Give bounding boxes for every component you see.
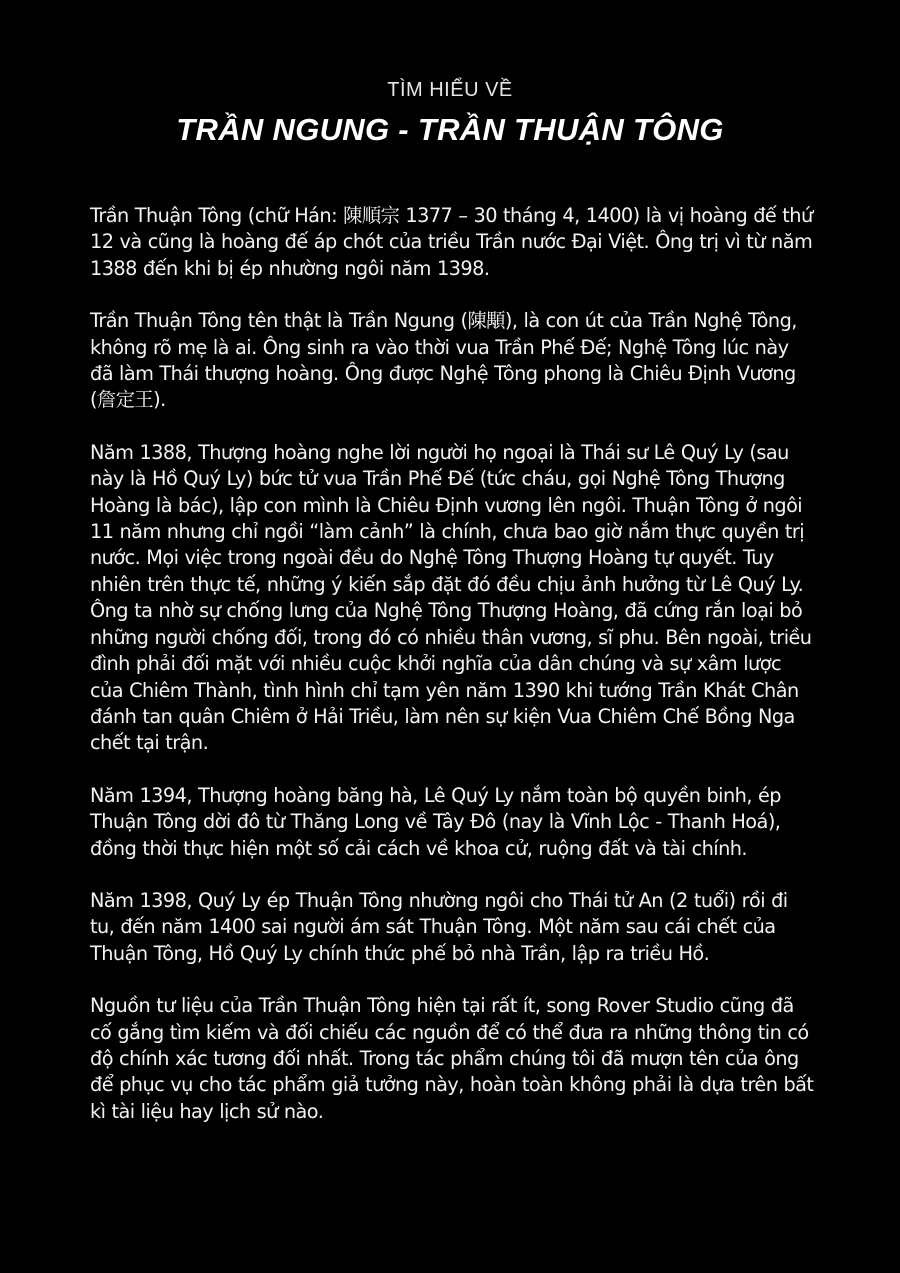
paragraph-intro: Trần Thuận Tông (chữ Hán: 陳順宗 1377 – 30 tháng 4, 1400) là vị hoàng đế thứ 12 và cũng là hoàng đế áp chót của triều Trần nước Đại Việt. Ông trị vì từ năm 1388 đến khi bị ép nhường ngôi năm 1398. (90, 204, 813, 280)
header (0, 78, 900, 150)
paragraph-1398: Năm 1398, Quý Ly ép Thuận Tông nhường ngôi cho Thái tử An (2 tuổi) rồi đi tu, đến năm 1400 sai người ám sát Thuận Tông. Một năm sau cái chết của Thuận Tông, Hồ Quý Ly chính thức phế bỏ nhà Trần, lập ra triều Hồ. (90, 888, 788, 965)
paragraph-sources: Nguồn tư liệu của Trần Thuận Tông hiện tại rất ít, song Rover Studio cũng đã cố gắng tìm kiếm và đối chiếu các nguồn để có thể đưa ra những thông tin có độ chính xác tương đối nhất. Trong tác phẩm chúng tôi đã mượn tên của ông để phục vụ cho tác phẩm giả tưởng này, hoàn toàn không phải là dựa trên bất kì tài liệu hay lịch sử nào. (90, 994, 814, 1123)
paragraph-1394: Năm 1394, Thượng hoàng băng hà, Lê Quý Ly nắm toàn bộ quyền binh, ép Thuận Tông dời đô từ Thăng Long về Tây Đô (nay là Vĩnh Lộc - Thanh Hoá), đồng thời thực hiện một số cải cách về khoa cử, ruộng đất và tài chính. (90, 783, 781, 860)
paragraph-origin: Trần Thuận Tông tên thật là Trần Ngung (陳顒), là con út của Trần Nghệ Tông, không rõ mẹ là ai. Ông sinh ra vào thời vua Trần Phế Đế; Nghệ Tông lúc này đã làm Thái thượng hoàng. Ông được Nghệ Tông phong là Chiêu Định Vương (詹定王). (90, 309, 797, 412)
paragraph-reign: Năm 1388, Thượng hoàng nghe lời người họ ngoại là Thái sư Lê Quý Ly (sau này là Hồ Quý Ly) bức tử vua Trần Phế Đế (tức cháu, gọi Nghệ Tông Thượng Hoàng là bác), lập con mình là Chiêu Định vương lên ngôi. Thuận Tông ở ngôi 11 năm nhưng chỉ ngồi “làm cảnh” là chính, chưa bao giờ nắm thực quyền trị nước. Mọi việc trong ngoài đều do Nghệ Tông Thượng Hoàng tự quyết. Tuy nhiên trên thực tế, những ý kiến sắp đặt đó đều chịu ảnh hưởng từ Lê Quý Ly. Ông ta nhờ sự chống lưng của Nghệ Tông Thượng Hoàng, đã cứng rắn loại bỏ những người chống đối, trong đó có nhiều thân vương, sĩ phu. Bên ngoài, triều đình phải đối mặt với nhiều cuộc khởi nghĩa của dân chúng và sự xâm lược của Chiêm Thành, tình hình chỉ tạm yên năm 1390 khi tướng Trần Khát Chân đánh tan quân Chiêm ở Hải Triều, làm nên sự kiện Vua Chiêm Chế Bồng Nga chết tại trận. (90, 440, 812, 755)
page-title: TRẦN NGUNG - TRẦN THUẬN TÔNG (176, 112, 724, 147)
page-subtitle: TÌM HIỂU VỀ (387, 79, 513, 101)
article-body (90, 203, 815, 1151)
